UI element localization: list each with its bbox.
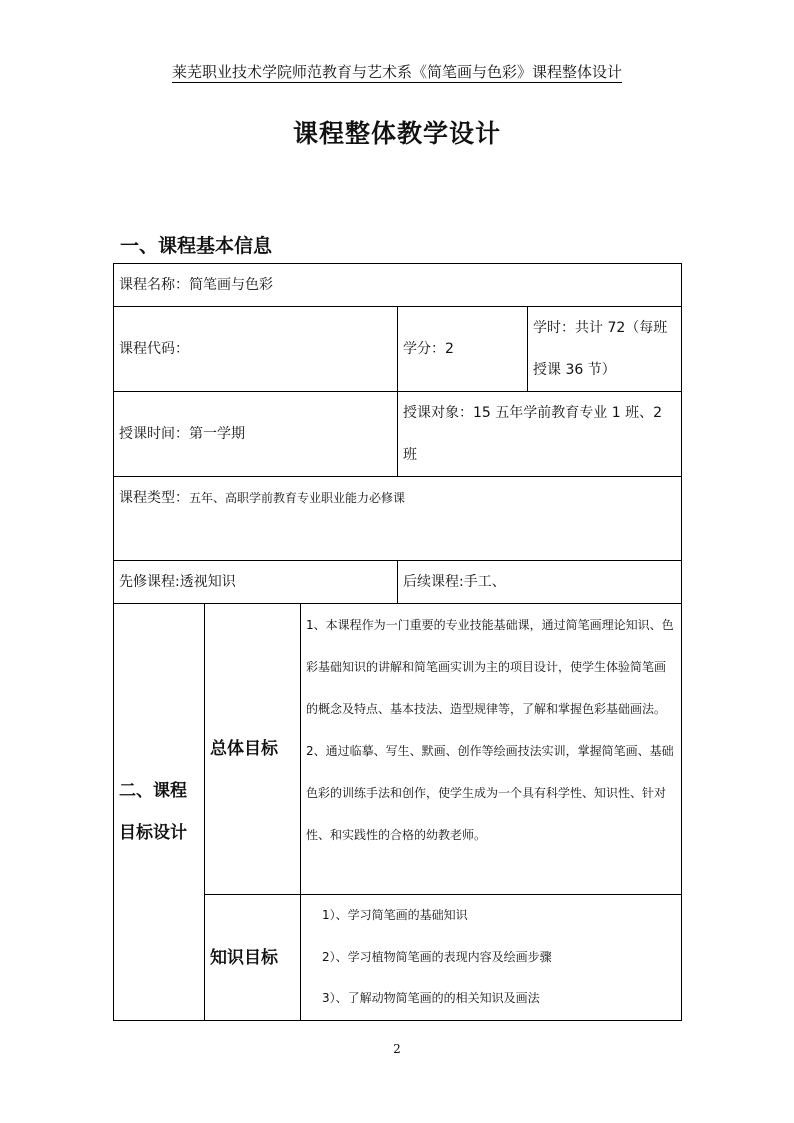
course-code-cell: 课程代码：	[114, 307, 398, 392]
page-number: 2	[393, 1042, 401, 1056]
table-row	[114, 604, 682, 895]
prerequisite-cell: 先修课程:透视知识	[114, 561, 398, 604]
table-row	[114, 477, 682, 561]
credits-cell: 学分：2	[398, 307, 528, 392]
overall-goal-paragraph: 1、本课程作为一门重要的专业技能基础课，通过简笔画理论知识、色彩基础知识的讲解和简笔画实训为主的项目设计，使学生体验简笔画的概念及特点、基本技法、造型规律等，了解和掌握色彩基础画法。	[306, 618, 674, 716]
knowledge-goal-label: 知识目标	[205, 895, 301, 1021]
course-type-value: 五年、高职学前教育专业职业能力必修课	[189, 491, 406, 505]
table-row	[114, 264, 682, 307]
running-header	[0, 62, 794, 82]
overall-goal-label: 总体目标	[205, 604, 301, 895]
overall-goal-text	[301, 604, 682, 895]
followup-cell: 后续课程:手工、	[398, 561, 682, 604]
course-info-table	[113, 263, 682, 1021]
course-name-cell: 课程名称：简笔画与色彩	[114, 264, 682, 307]
section-heading-goals: 二、课程目标设计	[114, 604, 205, 1021]
list-item: 2）、学习植物简笔画的表现内容及绘画步骤	[322, 949, 552, 964]
table-row	[114, 561, 682, 604]
document-title: 课程整体教学设计	[292, 119, 501, 148]
schedule-cell: 授课时间：第一学期	[114, 392, 398, 477]
table-row	[114, 307, 682, 392]
audience-cell: 授课对象：15 五年学前教育专业 1 班、2 班	[398, 392, 682, 477]
hours-cell: 学时：共计 72（每班授课 36 节）	[528, 307, 682, 392]
section-heading-basic-info: 一、课程基本信息	[120, 235, 273, 257]
knowledge-goal-list	[301, 895, 682, 1021]
running-header-text: 莱芜职业技术学院师范教育与艺术系《简笔画与色彩》课程整体设计	[171, 63, 622, 81]
list-item: 3）、了解动物简笔画的的相关知识及画法	[322, 991, 540, 1005]
course-type-label: 课程类型：	[119, 490, 189, 506]
course-type-cell	[114, 477, 682, 561]
table-row	[114, 392, 682, 477]
list-item: 1）、学习简笔画的基础知识	[322, 908, 468, 922]
overall-goal-paragraph: 2、通过临摹、写生、默画、创作等绘画技法实训，掌握简笔画、基础色彩的训练手法和创作，使学生成为一个具有科学性、知识性、针对性、和实践性的合格的幼教老师。	[306, 744, 674, 842]
